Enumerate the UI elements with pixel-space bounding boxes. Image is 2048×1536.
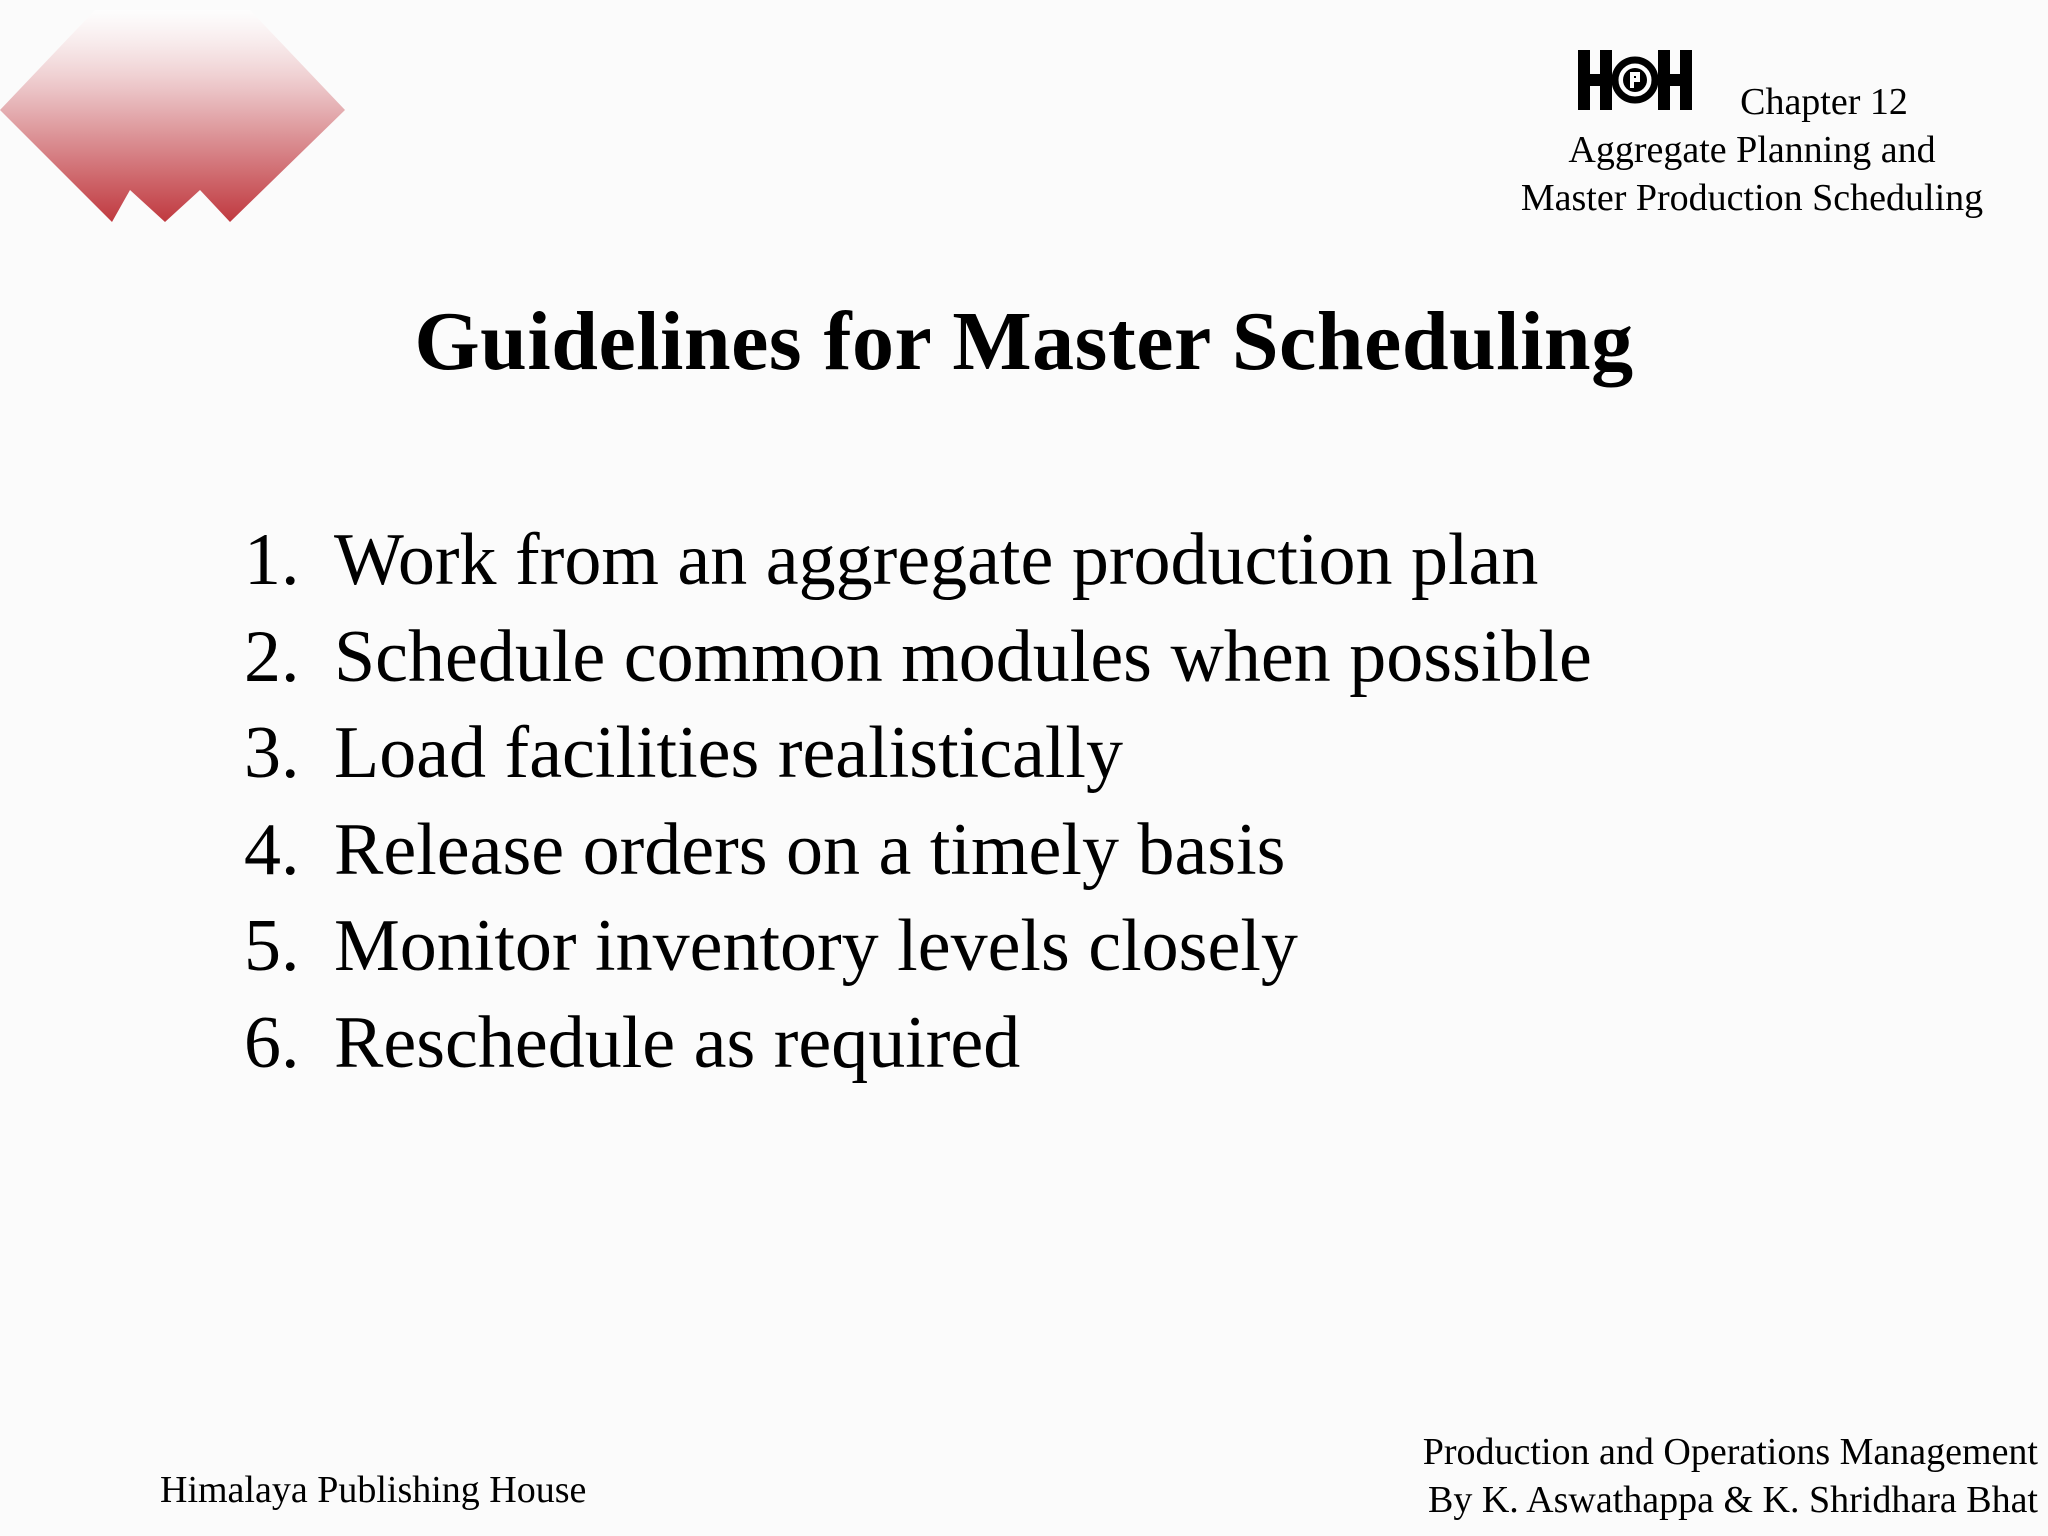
guideline-text: Reschedule as required: [334, 1001, 1021, 1084]
chapter-header: [1472, 78, 2032, 222]
guideline-item: [244, 995, 1592, 1092]
chapter-number: Chapter 12: [1740, 81, 1908, 123]
chapter-subtitle-line1: Aggregate Planning and: [1568, 129, 1936, 171]
guideline-text: Work from an aggregate production plan: [334, 519, 1539, 601]
guideline-text: Schedule common modules when possible: [334, 615, 1592, 698]
guideline-number: 3.: [244, 712, 300, 794]
guideline-item: [244, 898, 1592, 995]
footer-book-info: [1423, 1428, 2038, 1524]
guideline-text: Monitor inventory levels closely: [334, 905, 1298, 987]
chapter-subtitle-line2: Master Production Scheduling: [1520, 177, 1984, 219]
guideline-item: [244, 802, 1592, 899]
guideline-item: [244, 609, 1592, 706]
decorative-diamond-shape: [0, 0, 350, 225]
guidelines-list: [244, 512, 1592, 1091]
footer-authors: By K. Aswathappa & K. Shridhara Bhat: [1427, 1479, 2038, 1521]
guideline-number: 6.: [244, 1001, 300, 1084]
guideline-number: 1.: [244, 519, 300, 601]
guideline-number: 4.: [244, 808, 300, 891]
guideline-text: Load facilities realistically: [334, 712, 1123, 794]
guideline-number: 2.: [244, 615, 300, 698]
page-title: Guidelines for Master Scheduling: [414, 295, 1634, 388]
guideline-item: [244, 705, 1592, 802]
guideline-text: Release orders on a timely basis: [334, 808, 1286, 891]
guideline-item: [244, 512, 1592, 609]
footer-book-title: Production and Operations Management: [1422, 1431, 2038, 1473]
guideline-number: 5.: [244, 905, 300, 987]
footer-publisher: Himalaya Publishing House: [160, 1469, 587, 1511]
